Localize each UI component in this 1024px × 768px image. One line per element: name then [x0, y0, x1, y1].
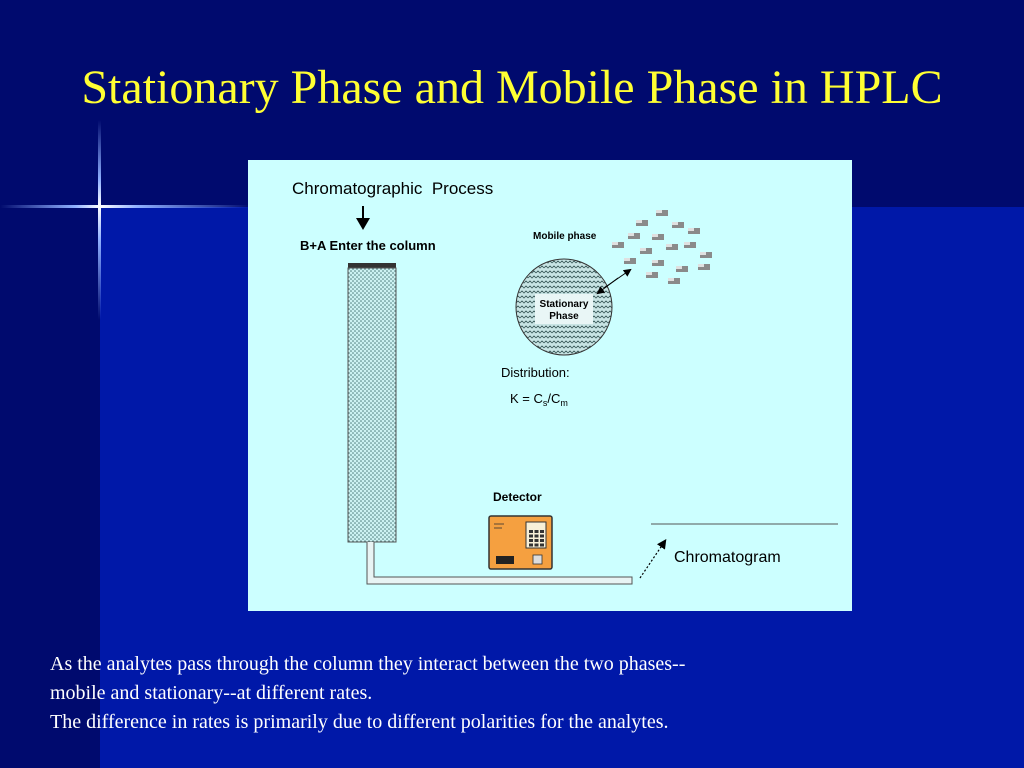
detector-key: [535, 544, 539, 547]
stationary-phase-label-line1: Stationary: [539, 299, 589, 310]
stationary-phase-label-line2: Phase: [549, 311, 579, 322]
detector-key: [535, 539, 539, 542]
mobile-phase-molecule-highlight: [652, 260, 658, 263]
detector-key: [535, 535, 539, 538]
detector-icon: [489, 516, 552, 569]
mobile-phase-label: Mobile phase: [533, 231, 597, 242]
hplc-diagram: [248, 160, 852, 611]
distribution-label: Distribution:: [501, 365, 570, 380]
light-flare-vertical: [98, 120, 101, 320]
diagram-heading: Chromatographic Process: [292, 179, 494, 198]
diagram-canvas: [248, 160, 852, 611]
mobile-phase-molecule-highlight: [636, 220, 642, 223]
caption-line: The difference in rates is primarily due to different polarities for the analytes.: [50, 711, 669, 733]
detector-key: [540, 539, 544, 542]
mobile-phase-molecule-highlight: [666, 244, 672, 247]
detector-key: [540, 544, 544, 547]
detector-key: [529, 530, 533, 533]
slide-title: Stationary Phase and Mobile Phase in HPLC: [81, 61, 943, 114]
mobile-phase-molecule-highlight: [672, 222, 678, 225]
detector-label: Detector: [493, 490, 542, 504]
mobile-phase-molecule-highlight: [640, 248, 646, 251]
column-cap: [348, 263, 396, 268]
chromatogram-arrow: [640, 541, 665, 578]
mobile-phase-molecule-highlight: [624, 258, 630, 261]
mobile-phase-molecule-highlight: [700, 252, 706, 255]
detector-key: [540, 530, 544, 533]
column-label: B+A Enter the column: [300, 238, 436, 253]
distribution-equation: $K = C_s/C_m$: [510, 391, 568, 408]
detector-key: [529, 535, 533, 538]
slide-caption: [50, 650, 990, 737]
detector-key: [529, 544, 533, 547]
detector-key: [540, 535, 544, 538]
hplc-column: [348, 268, 396, 542]
detector-key: [529, 539, 533, 542]
mobile-phase-molecule-highlight: [684, 242, 690, 245]
mobile-phase-molecule-highlight: [652, 234, 658, 237]
mobile-phase-molecule-highlight: [688, 228, 694, 231]
mobile-phase-molecule-highlight: [668, 278, 674, 281]
caption-line: mobile and stationary--at different rates.: [50, 682, 373, 704]
mobile-phase-molecule-highlight: [698, 264, 704, 267]
detector-key: [535, 530, 539, 533]
mobile-phase-molecule-highlight: [646, 272, 652, 275]
mobile-phase-molecules: [612, 210, 712, 284]
light-flare-horizontal: [0, 205, 250, 208]
down-arrow-icon: [356, 206, 370, 230]
mobile-phase-molecule-highlight: [628, 233, 634, 236]
mobile-phase-molecule-highlight: [612, 242, 618, 245]
chromatogram-label: Chromatogram: [674, 549, 781, 566]
caption-line: As the analytes pass through the column they interact between the two phases--: [50, 653, 686, 675]
mobile-phase-molecule-highlight: [656, 210, 662, 213]
mobile-phase-molecule-highlight: [676, 266, 682, 269]
